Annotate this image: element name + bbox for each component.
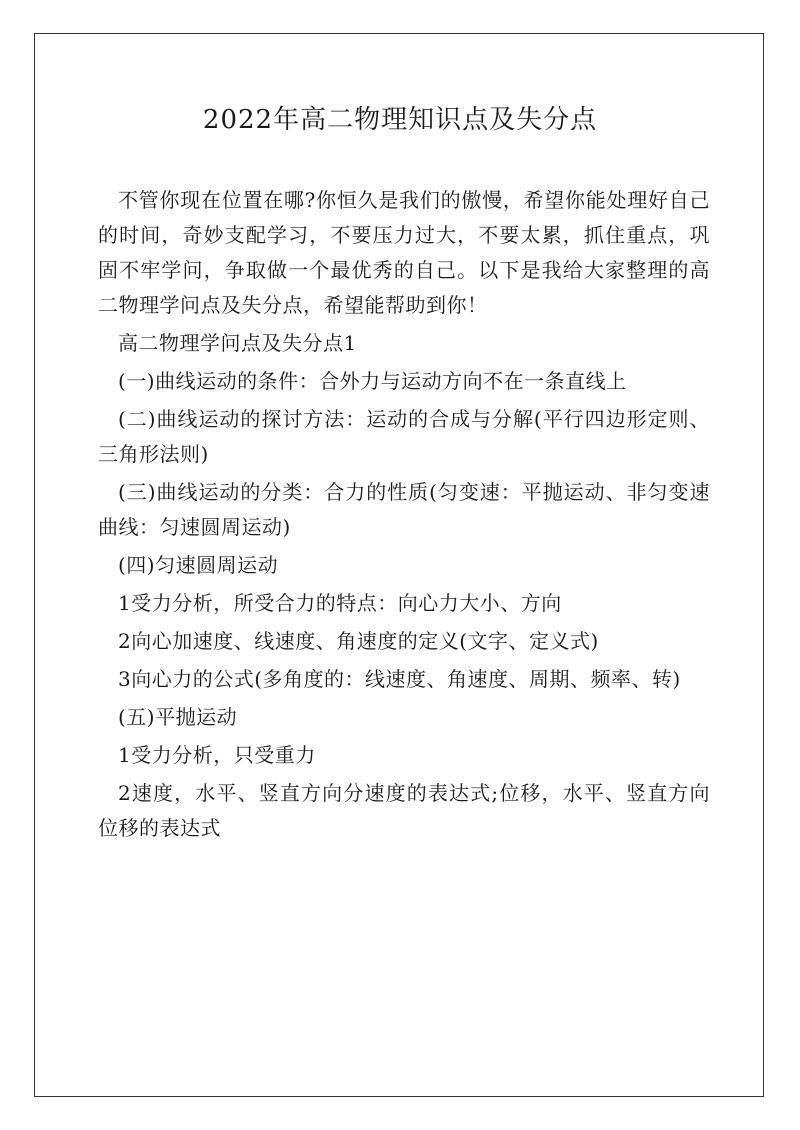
document-title: 2022年高二物理知识点及失分点 — [202, 105, 598, 135]
point-4-heading: (四)匀速圆周运动 — [118, 553, 279, 577]
point-5-heading: (五)平抛运动 — [118, 705, 238, 729]
point-3: (三)曲线运动的分类：合力的性质(匀变速：平抛运动、非匀变速曲线：匀速圆周运动) — [98, 480, 710, 539]
point-4-item-1: 1受力分析，所受合力的特点：向心力大小、方向 — [118, 591, 562, 615]
document-body — [98, 183, 710, 846]
point-2: (二)曲线运动的探讨方法：运动的合成与分解(平行四边形定则、三角形法则) — [98, 407, 710, 466]
point-4-item-3: 3向心力的公式(多角度的：线速度、角速度、周期、频率、转) — [118, 667, 681, 691]
point-5-item-1: 1受力分析，只受重力 — [118, 743, 316, 767]
intro-paragraph: 不管你现在位置在哪?你恒久是我们的傲慢，希望你能处理好自己的时间，奇妙支配学习，不要压力过大，不要太累，抓住重点，巩固不牢学问，争取做一个最优秀的自己。以下是我给大家整理的高二物理学问点及失分点，希望能帮助到你！ — [98, 188, 710, 317]
point-4-item-2: 2向心加速度、线速度、角速度的定义(文字、定义式) — [118, 629, 599, 653]
point-1: (一)曲线运动的条件：合外力与运动方向不在一条直线上 — [118, 369, 627, 393]
point-5-item-2: 2速度，水平、竖直方向分速度的表达式;位移，水平、竖直方向位移的表达式 — [98, 781, 710, 840]
section-heading: 高二物理学问点及失分点1 — [118, 331, 357, 355]
